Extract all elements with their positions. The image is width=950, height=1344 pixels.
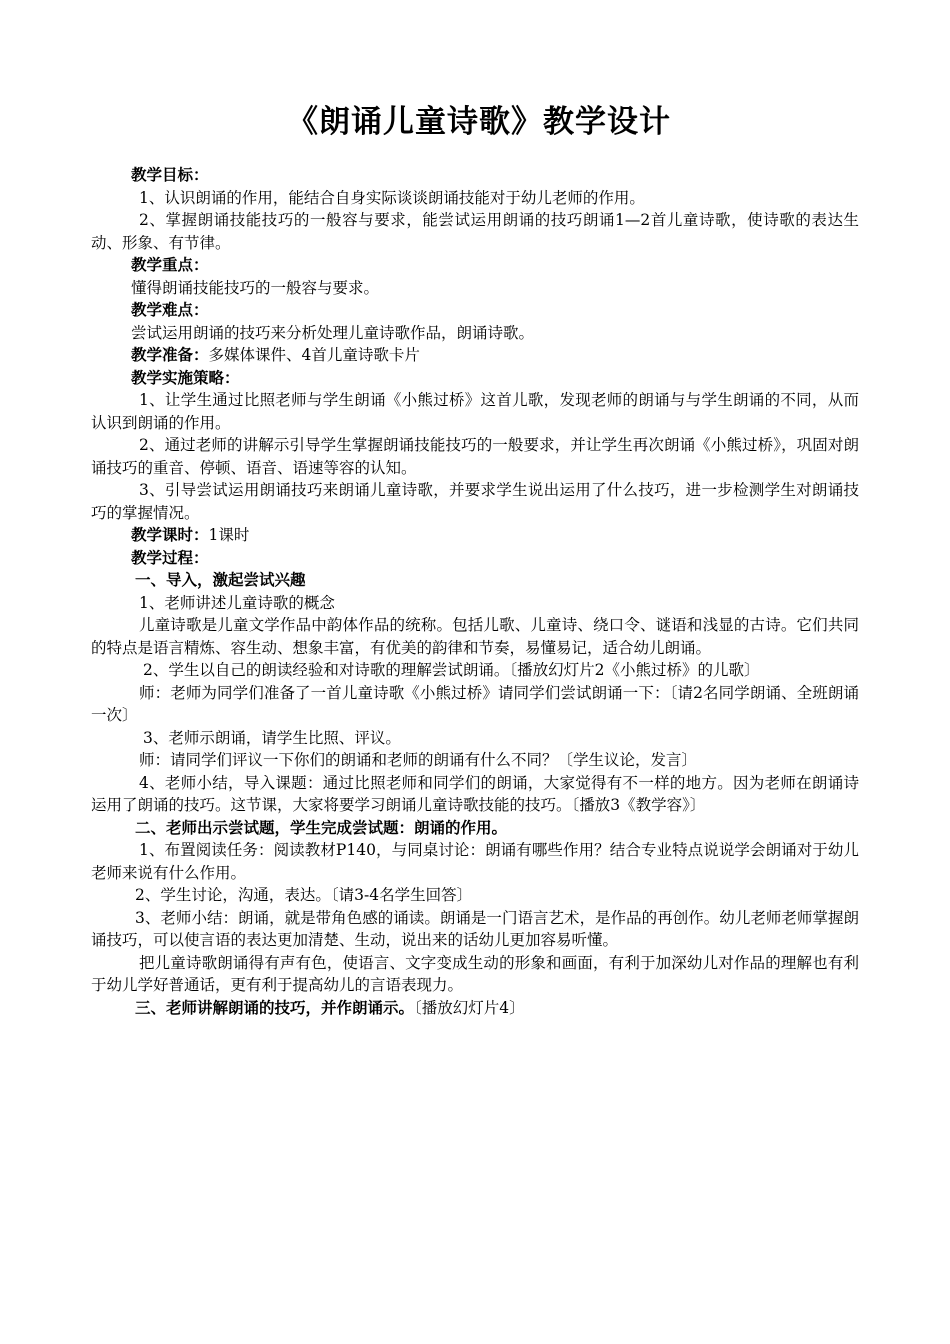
- difficulties-text: 尝试运用朗诵的技巧来分析处理儿童诗歌作品，朗诵诗歌。: [131, 323, 535, 342]
- strategy-item-3: 3、引导尝试运用朗诵技巧来朗诵儿童诗歌，并要求学生说出运用了什么技巧，进一步检测学生对朗诵技巧的掌握情况。: [91, 481, 859, 522]
- key-points-text: 懂得朗诵技能技巧的一般容与要求。: [131, 278, 380, 297]
- section2-heading: 二、老师出示尝试题，学生完成尝试题：朗诵的作用。: [135, 817, 508, 837]
- process-heading: 教学过程：: [131, 547, 209, 567]
- strategy-item-1: 1、让学生通过比照老师与学生朗诵《小熊过桥》这首儿歌，发现老师的朗诵与与学生朗诵的不同，从而认识到朗诵的作用。: [91, 391, 859, 432]
- preparation-line: [91, 344, 859, 367]
- section2-paragraph-3: 3、老师小结：朗诵，就是带角色感的诵读。朗诵是一门语言艺术，是作品的再创作。幼儿老师老师掌握朗诵技巧，可以使言语的表达更加清楚、生动，说出来的话幼儿更加容易听懂。: [91, 908, 859, 949]
- section1-paragraph-5: 3、老师示朗诵，请学生比照、评议。: [143, 728, 401, 747]
- objective-item-2: 2、掌握朗诵技能技巧的一般容与要求，能尝试运用朗诵的技巧朗诵1—2首儿童诗歌，使诗歌的表达生动、形象、有节律。: [91, 211, 859, 252]
- hours-text: 1课时: [208, 526, 250, 544]
- section1-paragraph-2: 儿童诗歌是儿童文学作品中韵体作品的统称。包括儿歌、儿童诗、绕口令、谜语和浅显的古诗。它们共同的特点是语言精炼、容生动、想象丰富，有优美的韵律和节奏，易懂易记，适合幼儿朗诵。: [91, 616, 859, 657]
- key-points-heading: 教学重点：: [131, 255, 209, 274]
- difficulties-heading: 教学难点：: [131, 300, 209, 319]
- preparation-text: 多媒体课件、4首儿童诗歌卡片: [208, 346, 420, 364]
- document-page: [91, 100, 859, 1019]
- strategy-heading: 教学实施策略：: [131, 367, 240, 387]
- hours-line: [91, 524, 859, 547]
- section1-paragraph-3: 2、学生以自己的朗读经验和对诗歌的理解尝试朗诵。〔播放幻灯片2《小熊过桥》的儿歌〕: [143, 661, 760, 679]
- strategy-item-2: 2、通过老师的讲解示引导学生掌握朗诵技能技巧的一般要求，并让学生再次朗诵《小熊过桥》，巩固对朗诵技巧的重音、停顿、语音、语速等容的认知。: [91, 436, 859, 477]
- document-title: 《朗诵儿童诗歌》教学设计: [287, 104, 671, 140]
- objective-item-1: 1、认识朗诵的作用，能结合自身实际谈谈朗诵技能对于幼儿老师的作用。: [139, 188, 645, 207]
- section2-paragraph-2: 2、学生讨论，沟通，表达。〔请3-4名学生回答〕: [135, 886, 473, 904]
- hours-label: 教学课时：: [131, 525, 209, 544]
- section1-heading: 一、导入，激起尝试兴趣: [135, 570, 306, 589]
- section2-paragraph-1: 1、布置阅读任务：阅读教材P140，与同桌讨论：朗诵有哪些作用？结合专业特点说说学会朗诵对于幼儿老师来说有什么作用。: [91, 841, 859, 882]
- section1-paragraph-7: 4、老师小结，导入课题：通过比照老师和同学们的朗诵，大家觉得有不一样的地方。因为老师在朗诵诗运用了朗诵的技巧。这节课，大家将要学习朗诵儿童诗歌技能的技巧。〔播放3《教学容》〕: [91, 773, 859, 814]
- section2-paragraph-4: 把儿童诗歌朗诵得有声有色，使语言、文字变成生动的形象和画面，有利于加深幼儿对作品的理解也有利于幼儿学好普通话，更有利于提高幼儿的言语表现力。: [91, 953, 859, 994]
- section1-paragraph-4: 师：老师为同学们准备了一首儿童诗歌《小熊过桥》请同学们尝试朗诵一下：〔请2名同学朗诵、全班朗诵一次〕: [91, 683, 859, 724]
- section3-line: [91, 997, 859, 1020]
- section1-paragraph-6: 师：请同学们评议一下你们的朗诵和老师的朗诵有什么不同？〔学生议论，发言〕: [139, 751, 698, 769]
- section3-note: 〔播放幻灯片4〕: [414, 998, 525, 1017]
- section1-paragraph-1: 1、老师讲述儿童诗歌的概念: [139, 593, 335, 612]
- section3-heading: 三、老师讲解朗诵的技巧，并作朗诵示。: [135, 997, 415, 1017]
- preparation-label: 教学准备：: [131, 345, 209, 364]
- objectives-heading: 教学目标：: [131, 165, 209, 184]
